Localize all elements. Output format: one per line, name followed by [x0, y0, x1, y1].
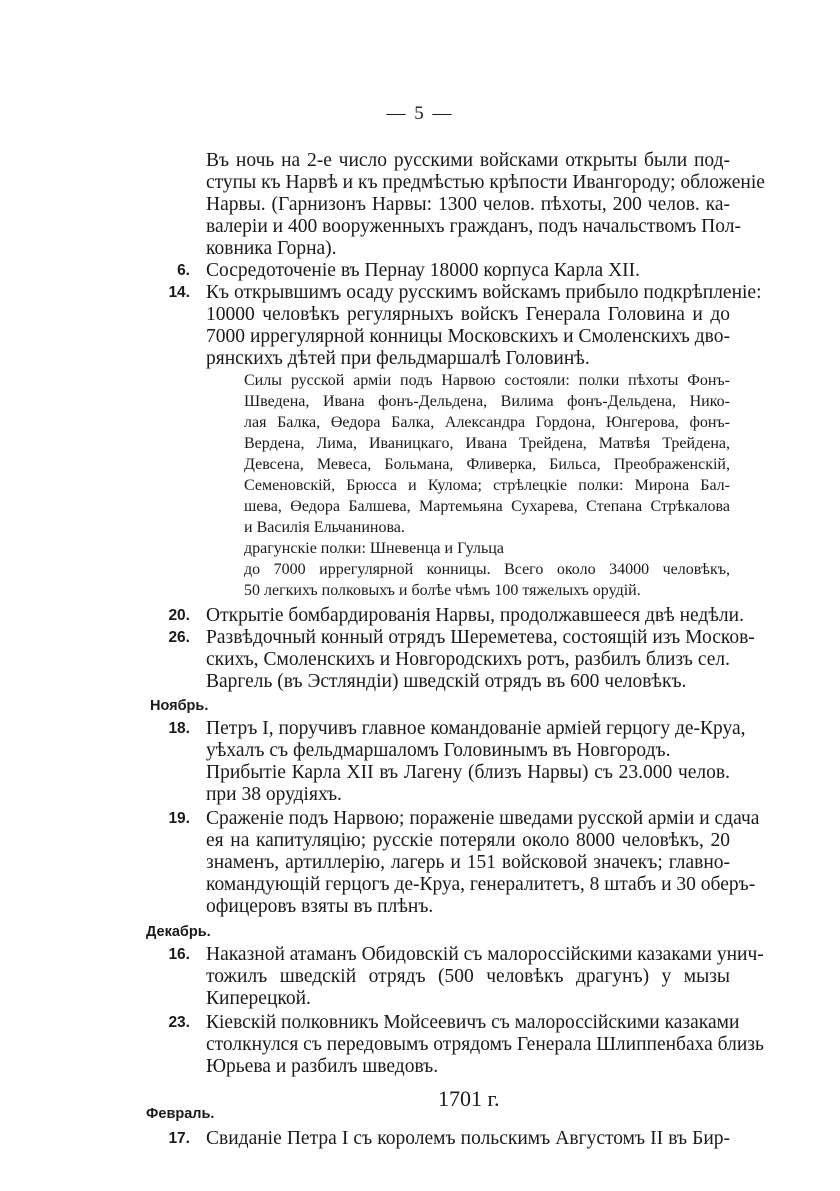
text-line: Прибытіе Карла XII въ Лагену (близъ Нарвы) съ 23.000 челов.	[206, 762, 730, 783]
note-line: Вердена, Лима, Иваницкаго, Ивана Трейдена, Матвѣя Трейдена,	[244, 435, 730, 452]
text-line: Варгель (въ Эстляндіи) шведскій отрядъ въ 600 человѣкъ.	[206, 671, 687, 692]
note-line: 50 легкихъ полковыхъ и болѣе чѣмъ 100 тяжелыхъ орудій.	[244, 582, 641, 599]
text-line: валеріи и 400 вооруженныхъ гражданъ, подъ начальствомъ Пол-	[206, 216, 741, 237]
note-line: Силы русской арміи подъ Нарвою состояли: полки пѣхоты Фонъ-	[244, 372, 730, 389]
note-line: Шведена, Ивана фонъ-Дельдена, Вилима фонъ-Дельдена, Нико-	[244, 393, 730, 410]
text-line: Сраженіе подъ Нарвою; пораженіе шведами русской арміи и сдача	[206, 808, 760, 829]
note-line: драгунскіе полки: Шневенца и Гульца	[244, 540, 504, 557]
entry-day: 20.	[168, 607, 190, 624]
text-line: Въ ночь на 2-е число русскими войсками открыты были под-	[206, 150, 730, 171]
month-heading-february: Февраль.	[146, 1106, 215, 1122]
text-line: командующій герцогъ де-Круа, генералитетъ, 8 штабъ и 30 оберъ-	[206, 874, 756, 895]
text-line: знаменъ, артиллерію, лагерь и 151 войсковой значекъ; главно-	[206, 852, 730, 873]
entry-day: 26.	[168, 629, 190, 646]
entry-day: 16.	[168, 946, 190, 963]
note-line: лая Балка, Өедора Балка, Александра Гордона, Юнгерова, фонъ-	[244, 414, 730, 431]
entry-day: 17.	[168, 1130, 190, 1147]
text-line: Къ открывшимъ осаду русскимъ войскамъ прибыло подкрѣпленіе:	[206, 282, 762, 303]
note-line: и Василія Ельчанинова.	[244, 519, 405, 536]
month-heading-december: Декабрь.	[146, 924, 211, 940]
note-line: Семеновскій, Брюсса и Кулома; стрѣлецкіе полки: Мирона Бал-	[244, 477, 730, 494]
month-heading-november: Ноябрь.	[150, 698, 209, 714]
text-line: ступы къ Нарвѣ и къ предмѣстью крѣпости Ивангороду; обложеніе	[206, 172, 765, 193]
text-line: Юрьева и разбилъ шведовъ.	[206, 1056, 439, 1077]
page-number: — 5 —	[386, 103, 454, 124]
text-line: уѣхалъ съ фельдмаршаломъ Головинымъ въ Новгородъ.	[206, 740, 671, 761]
text-line: ковника Горна).	[206, 238, 337, 259]
entry-day: 23.	[168, 1014, 190, 1031]
year-heading: 1701 г.	[438, 1086, 500, 1111]
text-line: офицеровъ взяты въ плѣнъ.	[206, 896, 434, 917]
note-line: Девсена, Мевеса, Больмана, Фливерка, Бильса, Преображенскій,	[244, 456, 730, 473]
entry-day: 6.	[177, 262, 190, 279]
text-line: столкнулся съ передовымъ отрядомъ Генерала Шлиппенбаха близь	[206, 1034, 764, 1055]
text-line: 7000 иррегулярной конницы Московскихъ и Смоленскихъ дво-	[206, 326, 730, 347]
text-line: Кіевскій полковникъ Мойсеевичъ съ малороссійскими казаками	[206, 1012, 740, 1033]
text-line: Свиданіе Петра I съ королемъ польскимъ Августомъ II въ Бир-	[206, 1128, 730, 1149]
entry-day: 18.	[168, 720, 190, 737]
text-line: тожилъ шведскій отрядъ (500 человѣкъ драгунъ) у мызы	[206, 966, 730, 987]
note-line: до 7000 иррегулярной конницы. Всего около 34000 человѣкъ,	[244, 561, 730, 578]
text-line: Развѣдочный конный отрядъ Шереметева, состоящій изъ Москов-	[206, 627, 755, 648]
text-line: скихъ, Смоленскихъ и Новгородскихъ ротъ, разбилъ близъ сел.	[206, 649, 730, 670]
text-line: Сосредоточеніе въ Пернау 18000 корпуса Карла XII.	[206, 260, 641, 281]
text-line: Нарвы. (Гарнизонъ Нарвы: 1300 челов. пѣхоты, 200 челов. ка-	[206, 194, 730, 215]
text-line: Наказной атаманъ Обидовскій съ малороссійскими казаками унич-	[206, 944, 764, 965]
note-line: шева, Өедора Балшева, Мартемьяна Сухарева, Степана Стрѣкалова	[244, 498, 730, 515]
text-line: Петръ I, поручивъ главное командованіе арміей герцогу де-Круа,	[206, 718, 746, 739]
entry-day: 14.	[168, 284, 190, 301]
text-line: 10000 человѣкъ регулярныхъ войскъ Генерала Головина и до	[206, 304, 730, 325]
entry-day: 19.	[168, 810, 190, 827]
text-line: ея на капитуляцію; русскіе потеряли около 8000 человѣкъ, 20	[206, 830, 730, 851]
text-line: Киперецкой.	[206, 988, 311, 1009]
text-line: рянскихъ дѣтей при фельдмаршалѣ Головинѣ.	[206, 348, 590, 369]
text-line: Открытіе бомбардированія Нарвы, продолжавшееся двѣ недѣли.	[206, 605, 744, 626]
text-line: при 38 орудіяхъ.	[206, 784, 342, 805]
